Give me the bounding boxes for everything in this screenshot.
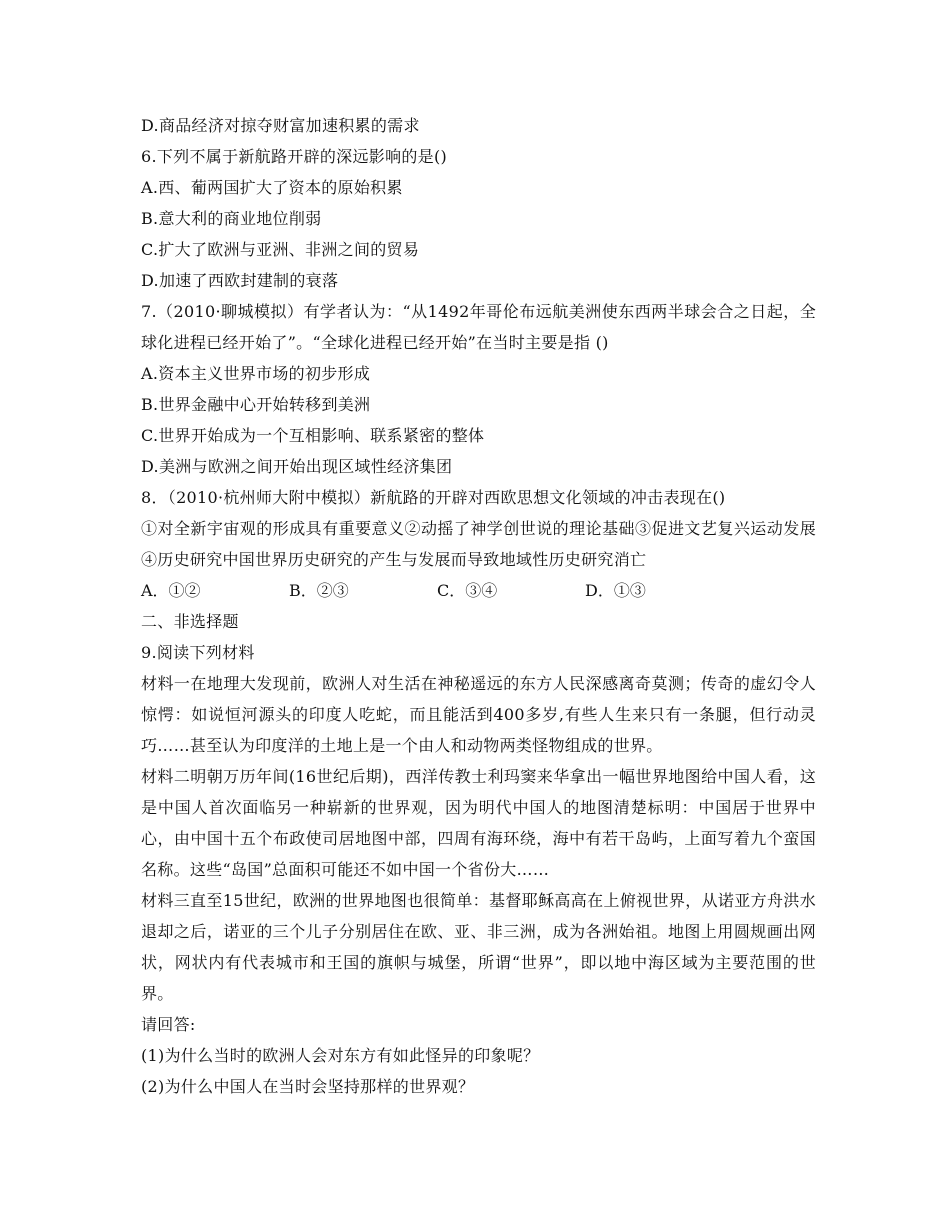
q9-title: 9.阅读下列材料 bbox=[141, 643, 255, 662]
q9-question-1: (1)为什么当时的欧洲人会对东方有如此怪异的印象呢？ bbox=[141, 1046, 540, 1065]
q6-option-d: D.加速了西欧封建制的衰落 bbox=[141, 271, 339, 290]
q9-material-2: 材料二明朝万历年间(16世纪后期)，西洋传教士利玛窦来华拿出一幅世界地图给中国人看，这是中国人首次面临另一种崭新的世界观，因为明代中国人的地图清楚标明：中国居于世界中心，由中国十五个布政使司居地图中部，四周有海环绕，海中有若干岛屿，上面写着九个蛮国名称。这些“岛国”总面积可能还不如中国一个省份大…… bbox=[141, 767, 816, 879]
section-heading: 二、非选择题 bbox=[141, 612, 239, 631]
q8-option-c: C．③④ bbox=[437, 581, 498, 600]
q8-options bbox=[141, 575, 816, 606]
q6-option-a: A.西、葡两国扩大了资本的原始积累 bbox=[141, 178, 403, 197]
q7-option-c: C.世界开始成为一个互相影响、联系紧密的整体 bbox=[141, 426, 485, 445]
q9-material-3: 材料三直至15世纪，欧洲的世界地图也很简单：基督耶稣高高在上俯视世界，从诺亚方舟洪水退却之后，诺亚的三个儿子分别居住在欧、亚、非三洲，成为各洲始祖。地图上用圆规画出网状，网状内有代表城市和王国的旗帜与城堡，所谓“世界”，即以地中海区域为主要范围的世界。 bbox=[141, 891, 816, 1003]
document-content bbox=[141, 110, 816, 1102]
q8-stem: 8．（2010·杭州师大附中模拟）新航路的开辟对西欧思想文化领域的冲击表现在() bbox=[141, 488, 726, 507]
q5-option-d: D.商品经济对掠夺财富加速积累的需求 bbox=[141, 116, 420, 135]
q7-stem: 7.（2010·聊城模拟）有学者认为：“从1492年哥伦布远航美洲使东西两半球会合之日起，全球化进程已经开始了”。“全球化进程已经开始”在当时主要是指 () bbox=[141, 302, 816, 352]
q8-option-d: D．①③ bbox=[585, 581, 646, 600]
q7-option-a: A.资本主义世界市场的初步形成 bbox=[141, 364, 371, 383]
q7-option-b: B.世界金融中心开始转移到美洲 bbox=[141, 395, 371, 414]
q8-option-b: B．②③ bbox=[289, 581, 349, 600]
q6-option-c: C.扩大了欧洲与亚洲、非洲之间的贸易 bbox=[141, 240, 420, 259]
q6-stem: 6.下列不属于新航路开辟的深远影响的是() bbox=[141, 147, 448, 166]
q7-option-d: D.美洲与欧洲之间开始出现区域性经济集团 bbox=[141, 457, 453, 476]
q8-body: ①对全新宇宙观的形成具有重要意义②动摇了神学创世说的理论基础③促进文艺复兴运动发展④历史研究中国世界历史研究的产生与发展而导致地域性历史研究消亡 bbox=[141, 519, 816, 569]
q9-question-2: (2)为什么中国人在当时会坚持那样的世界观？ bbox=[141, 1077, 475, 1096]
q9-prompt: 请回答: bbox=[141, 1015, 196, 1034]
q6-option-b: B.意大利的商业地位削弱 bbox=[141, 209, 322, 228]
q8-option-a: A．①② bbox=[141, 581, 201, 600]
q9-material-1: 材料一在地理大发现前，欧洲人对生活在神秘遥远的东方人民深感离奇莫测；传奇的虚幻令人惊愕：如说恒河源头的印度人吃蛇，而且能活到400多岁,有些人生来只有一条腿，但行动灵巧……甚至认为印度洋的土地上是一个由人和动物两类怪物组成的世界。 bbox=[141, 674, 816, 755]
